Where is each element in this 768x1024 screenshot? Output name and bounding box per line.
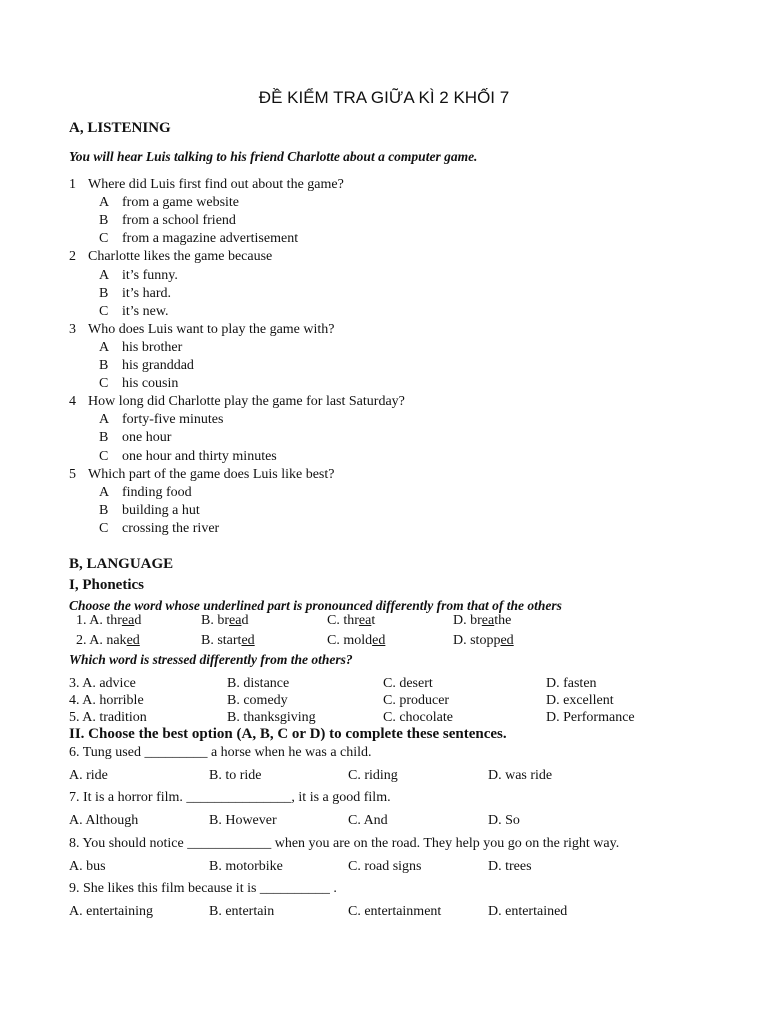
pron-option-b: B. bread: [201, 613, 249, 628]
mc-option: A. Although: [69, 813, 139, 828]
stress-option: C. desert: [383, 676, 433, 691]
question-text: Who does Luis want to play the game with?: [88, 321, 335, 337]
option-letter: C: [99, 520, 109, 536]
pron-option-a: 2. A. naked: [76, 633, 140, 648]
answer-option: [99, 521, 219, 537]
stress-option: 4. A. horrible: [69, 693, 144, 708]
stress-option: D. excellent: [546, 693, 614, 708]
mc-question: 7. It is a horror film. _______________, it is a good film.: [69, 790, 391, 805]
stress-option: D. fasten: [546, 676, 597, 691]
mc-option: A. entertaining: [69, 904, 153, 919]
listening-question: [69, 467, 334, 483]
option-letter: B: [99, 502, 109, 518]
stress-option: C. producer: [383, 693, 450, 708]
mc-option: D. entertained: [488, 904, 568, 919]
answer-option: [99, 268, 178, 284]
question-text: Which part of the game does Luis like best?: [88, 466, 335, 482]
answer-option: [99, 449, 277, 465]
phonetics-heading: I, Phonetics: [69, 577, 144, 593]
mc-option: B. motorbike: [209, 859, 283, 874]
question-text: Where did Luis first find out about the game?: [88, 177, 344, 192]
answer-option: [99, 231, 298, 247]
option-text: finding food: [122, 484, 192, 500]
stress-option: B. thanksgiving: [227, 710, 316, 725]
pron-option-b: B. started: [201, 633, 255, 648]
option-text: it’s new.: [122, 303, 169, 319]
option-text: it’s funny.: [122, 267, 178, 283]
section-b-heading: B, LANGUAGE: [69, 556, 174, 572]
part2-heading: II. Choose the best option (A, B, C or D) to complete these sentences.: [69, 726, 507, 742]
mc-option: C. And: [348, 813, 388, 828]
stress-option: B. distance: [227, 676, 290, 691]
stress-option: D. Performance: [546, 710, 635, 725]
mc-question: 9. She likes this film because it is __________ .: [69, 881, 337, 896]
answer-option: [99, 195, 239, 211]
phonetics-instruction: Choose the word whose underlined part is pronounced differently from that of the others: [69, 598, 562, 613]
answer-option: [99, 503, 200, 519]
option-text: one hour and thirty minutes: [122, 448, 277, 464]
option-letter: C: [99, 448, 109, 464]
mc-option: B. However: [209, 813, 277, 828]
answer-option: [99, 286, 171, 302]
option-letter: C: [99, 231, 109, 247]
option-text: his brother: [122, 339, 183, 355]
answer-option: [99, 485, 192, 501]
option-letter: A: [99, 339, 110, 355]
pron-option-c: C. threat: [327, 613, 376, 628]
option-letter: A: [99, 412, 110, 428]
stress-option: 3. A. advice: [69, 676, 136, 691]
stress-option: 5. A. tradition: [69, 710, 147, 725]
answer-option: [99, 376, 178, 392]
question-number: 5: [69, 466, 76, 482]
mc-option: C. riding: [348, 768, 398, 783]
option-text: building a hut: [122, 502, 200, 518]
mc-option: B. to ride: [209, 768, 262, 783]
option-text: from a school friend: [122, 213, 236, 229]
answer-option: [99, 430, 171, 446]
option-letter: B: [99, 213, 109, 229]
answer-option: [99, 213, 236, 229]
stress-instruction: Which word is stressed differently from the others?: [69, 652, 353, 667]
mc-option: A. bus: [69, 859, 106, 874]
option-text: from a magazine advertisement: [122, 231, 299, 247]
listening-question: [69, 394, 405, 410]
option-letter: B: [99, 285, 109, 301]
option-text: crossing the river: [122, 520, 220, 536]
mc-question: 8. You should notice ____________ when you are on the road. They help you go on the right way.: [69, 836, 620, 851]
section-a-heading: A, LISTENING: [69, 120, 171, 136]
option-letter: C: [99, 303, 109, 319]
answer-option: [99, 340, 182, 356]
mc-option: D. So: [488, 813, 520, 828]
answer-option: [99, 304, 169, 320]
answer-option: [99, 358, 194, 374]
mc-option: C. entertainment: [348, 904, 442, 919]
listening-instruction: You will hear Luis talking to his friend Charlotte about a computer game.: [69, 149, 478, 164]
pron-option-d: D. breathe: [453, 613, 512, 628]
pron-option-c: C. molded: [327, 633, 386, 648]
mc-option: D. was ride: [488, 768, 553, 783]
stress-option: B. comedy: [227, 693, 288, 708]
option-letter: A: [99, 195, 110, 211]
mc-option: D. trees: [488, 859, 532, 874]
mc-question: 6. Tung used _________ a horse when he was a child.: [69, 745, 372, 760]
mc-option: C. road signs: [348, 859, 422, 874]
listening-question: [69, 249, 272, 265]
option-letter: A: [99, 484, 110, 500]
listening-question: [69, 322, 335, 338]
option-text: it’s hard.: [122, 285, 171, 301]
mc-option: B. entertain: [209, 904, 275, 919]
stress-option: C. chocolate: [383, 710, 453, 725]
page-title: ĐỀ KIỂM TRA GIỮA KÌ 2 KHỐI 7: [258, 88, 510, 107]
option-text: one hour: [122, 430, 172, 446]
question-number: 3: [69, 321, 76, 337]
mc-option: A. ride: [69, 768, 108, 783]
question-number: 2: [69, 249, 76, 265]
option-text: his cousin: [122, 376, 179, 392]
question-text: Charlotte likes the game because: [88, 249, 273, 265]
option-text: from a game website: [122, 195, 240, 211]
option-letter: A: [99, 267, 110, 283]
listening-question: [69, 177, 344, 193]
pron-option-d: D. stopped: [453, 633, 514, 648]
option-text: forty-five minutes: [122, 412, 224, 428]
option-letter: B: [99, 358, 109, 373]
answer-option: [99, 412, 223, 428]
question-text: How long did Charlotte play the game for last Saturday?: [88, 394, 405, 410]
option-letter: B: [99, 430, 109, 446]
question-number: 4: [69, 394, 76, 410]
pron-option-a: 1. A. thread: [76, 613, 142, 628]
option-text: his granddad: [122, 358, 194, 373]
question-number: 1: [69, 177, 76, 192]
option-letter: C: [99, 376, 109, 392]
